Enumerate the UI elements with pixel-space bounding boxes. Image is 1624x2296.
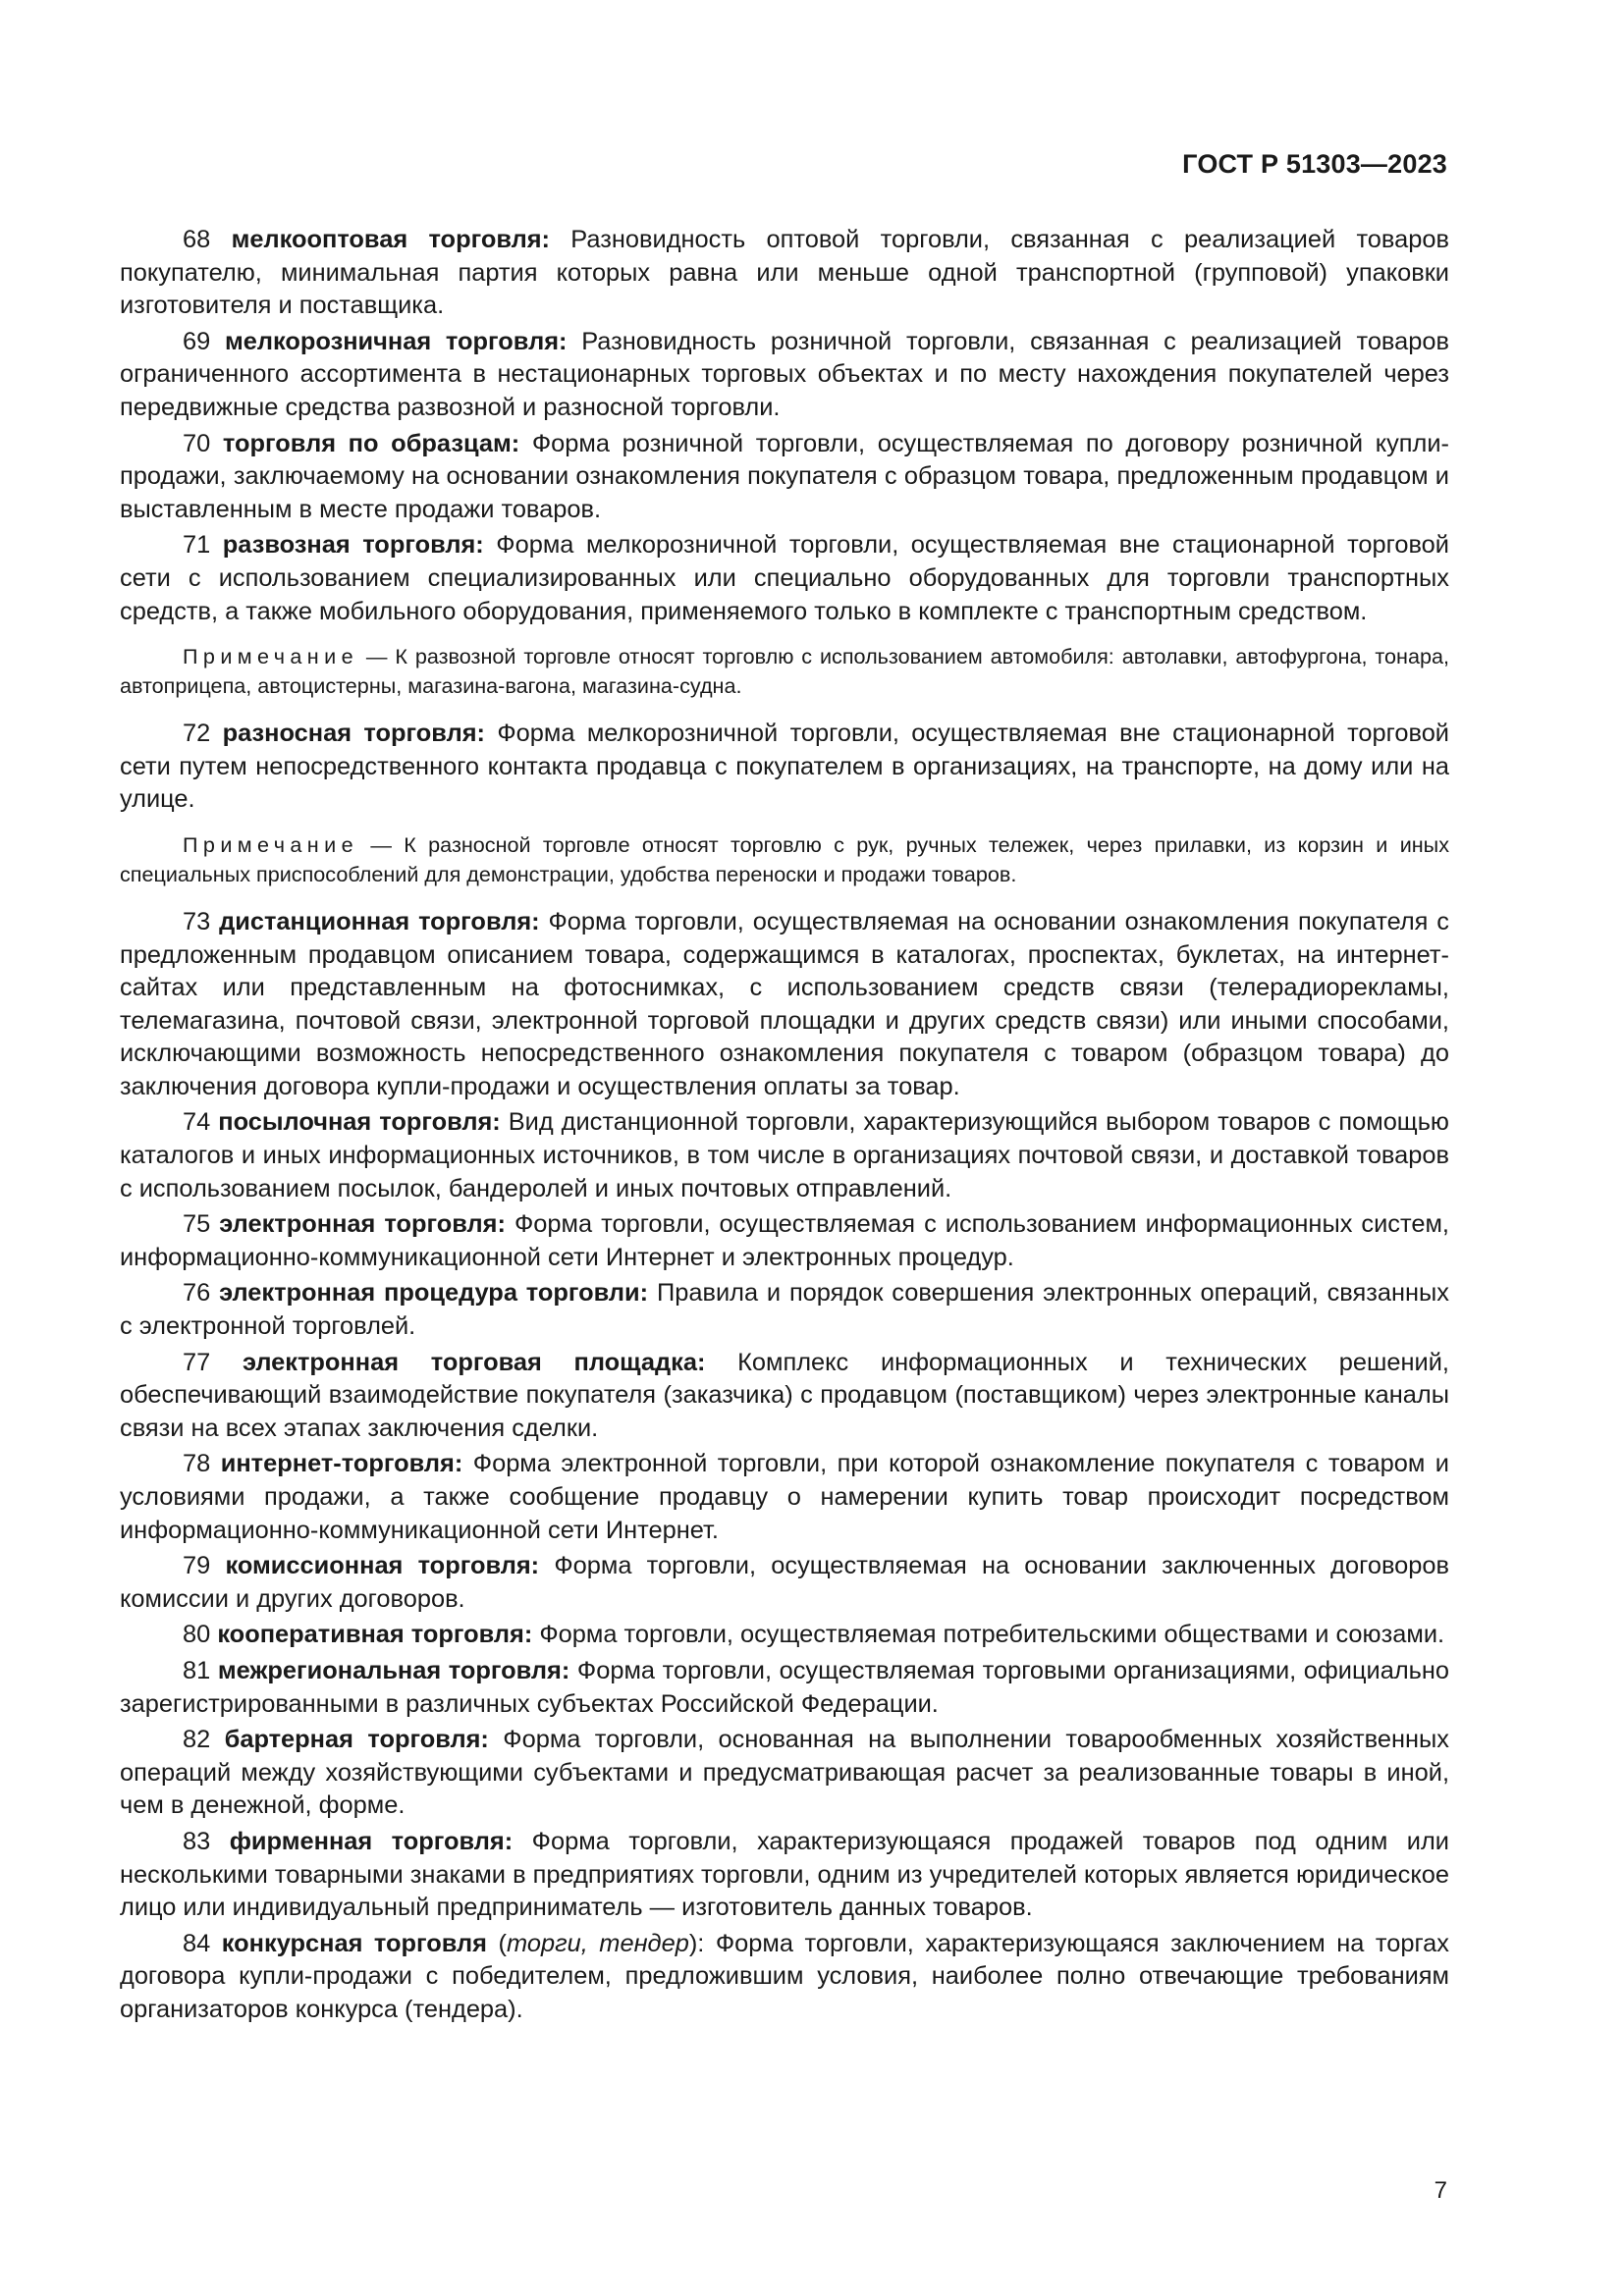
note-label: Примечание [183, 644, 358, 669]
term-name: электронная торговая площадка: [242, 1348, 706, 1376]
term-number: 83 [183, 1827, 211, 1855]
terms-list [120, 224, 1449, 2030]
term-number: 81 [183, 1656, 211, 1684]
note-text: — К разносной торговле относят торговлю с рук, ручных тележек, через прилавки, из корзин и иных специальных приспособлений для демонстрации, удобства переноски и продажи товаров. [120, 831, 1449, 886]
term-definition: ): Форма торговли, характеризующаяся заключением на торгах договора купли-продажи с победителем, предложившим условия, наиболее полно отвечающие требованиям организаторов конкурса (тендера). [120, 1929, 1449, 2023]
term-72 [120, 718, 1449, 817]
term-name: разносная торговля: [222, 720, 485, 748]
term-number: 79 [183, 1552, 211, 1580]
term-79 [120, 1550, 1449, 1616]
term-number: 75 [183, 1210, 211, 1239]
term-name: электронная процедура торговли: [219, 1279, 649, 1308]
term-number: 84 [183, 1929, 211, 1957]
term-number: 76 [183, 1279, 211, 1308]
term-number: 73 [183, 907, 211, 935]
term-74 [120, 1106, 1449, 1205]
page-number: 7 [1434, 2177, 1447, 2204]
term-number: 78 [183, 1450, 211, 1478]
term-name: конкурсная торговля [221, 1929, 487, 1957]
term-number: 72 [183, 720, 211, 748]
term-69 [120, 326, 1449, 425]
term-76 [120, 1277, 1449, 1343]
term-definition: Разновидность оптовой торговли, связанная с реализацией товаров покупателю, минимальная партия которых равна или меньше одной транспортной (групповой) упаковки изготовителя и поставщика. [120, 226, 1449, 320]
term-84 [120, 1928, 1449, 2027]
term-definition: Разновидность розничной торговли, связанная с реализацией товаров ограниченного ассортимента в нестационарных торговых объектах и по месту нахождения покупателей через передвижные средства развозной и разносной торговли. [120, 327, 1449, 421]
term-number: 82 [183, 1726, 211, 1754]
standard-designation: ГОСТ Р 51303—2023 [1182, 149, 1447, 179]
term-definition: Форма торговли, основанная на выполнении товарообменных хозяйственных операций между хозяйствующими субъектами и предусматривающая расчет за реализованные товары в иной, чем в денежной, форме. [120, 1726, 1449, 1820]
term-definition: Форма торговли, осуществляемая торговыми организациями, официально зарегистрированными в различных субъектах Российской Федерации. [120, 1656, 1450, 1718]
term-name: дистанционная торговля: [219, 907, 540, 935]
term-definition: Форма торговли, осуществляемая на основании ознакомления покупателя с предложенным продавцом описанием товара, содержащимся в каталогах, проспектах, буклетах, на интернет-сайтах или представленным на фотоснимках, с использованием средств связи (телерадиорекламы, телемагазина, почтовой связи, электронной торговой площадки и других средств связи) или иными способами, исключающими возможность непосредственного ознакомления покупателя с товаром (образцом товара) до заключения договора купли-продажи и осуществления оплаты за товар. [120, 907, 1449, 1100]
term-paren-open: ( [487, 1929, 507, 1957]
term-71 [120, 529, 1449, 628]
term-number: 70 [183, 429, 211, 457]
term-name: мелкорозничная торговля: [225, 327, 568, 355]
term-75 [120, 1208, 1449, 1274]
term-definition: Форма мелкорозничной торговли, осуществляемая вне стационарной торговой сети с использованием специализированных или специально оборудованных для торговли транспортных средств, а также мобильного оборудования, применяемого только в комплекте с транспортным средством. [120, 531, 1449, 625]
term-78 [120, 1448, 1449, 1547]
term-77 [120, 1347, 1449, 1446]
term-70 [120, 428, 1449, 527]
term-number: 71 [183, 531, 211, 560]
term-68 [120, 224, 1449, 323]
term-name: межрегиональная торговля: [217, 1656, 570, 1684]
term-name: интернет-торговля: [220, 1450, 463, 1478]
term-definition: Правила и порядок совершения электронных операций, связанных с электронной торговлей. [120, 1279, 1449, 1341]
term-name: электронная торговля: [219, 1210, 506, 1239]
term-synonyms: торги, тендер [506, 1929, 689, 1957]
term-name: бартерная торговля: [224, 1726, 489, 1754]
term-81 [120, 1655, 1449, 1721]
note-72 [120, 830, 1449, 889]
term-82 [120, 1724, 1449, 1823]
term-73 [120, 906, 1449, 1104]
term-number: 68 [183, 226, 211, 253]
term-definition: Форма торговли, характеризующаяся продажей товаров под одним или несколькими товарными знаками в предприятиях торговли, одним из учредителей которых является юридическое лицо или индивидуальный предприниматель — изготовитель данных товаров. [120, 1827, 1449, 1922]
term-name: кооперативная торговля: [217, 1621, 533, 1649]
note-71 [120, 642, 1449, 701]
term-definition: Форма электронной торговли, при которой ознакомление покупателя с товаром и условиями продажи, а также сообщение продавцу о намерении купить товар происходит посредством информационно-коммуникационной сети Интернет. [120, 1450, 1449, 1544]
term-name: мелкооптовая торговля: [231, 226, 550, 253]
term-83 [120, 1826, 1449, 1925]
term-number: 74 [183, 1108, 211, 1137]
term-name: комиссионная торговля: [225, 1552, 540, 1580]
term-number: 77 [183, 1348, 211, 1376]
term-definition: Форма торговли, осуществляемая с использованием информационных систем, информационно-коммуникационной сети Интернет и электронных процедур. [120, 1210, 1449, 1271]
term-name: развозная торговля: [222, 531, 484, 560]
term-definition: Форма мелкорозничной торговли, осуществляемая вне стационарной торговой сети путем непосредственного контакта продавца с покупателем в организациях, на транспорте, на дому или на улице. [120, 720, 1449, 814]
term-definition: Форма торговли, осуществляемая на основании заключенных договоров комиссии и других договоров. [120, 1552, 1449, 1613]
term-name: посылочная торговля: [218, 1108, 501, 1137]
term-80 [120, 1619, 1449, 1652]
term-name: фирменная торговля: [229, 1827, 514, 1855]
term-name: торговля по образцам: [222, 429, 520, 457]
note-text: — К развозной торговле относят торговлю с использованием автомобиля: автолавки, автофургона, тонара, автоприцепа, автоцистерны, магазина-вагона, магазина-судна. [120, 644, 1449, 699]
term-number: 80 [183, 1621, 211, 1649]
note-label: Примечание [183, 831, 358, 857]
term-definition: Форма розничной торговли, осуществляемая по договору розничной купли-продажи, заключаемому на основании ознакомления покупателя с образцом товара, предложенным продавцом и выставленным в месте продажи товаров. [120, 429, 1449, 523]
term-definition: Форма торговли, осуществляемая потребительскими обществами и союзами. [532, 1621, 1445, 1649]
term-definition: Комплекс информационных и технических решений, обеспечивающий взаимодействие покупателя (заказчика) с продавцом (поставщиком) через электронные каналы связи на всех этапах заключения сделки. [120, 1348, 1449, 1442]
term-number: 69 [183, 327, 211, 355]
term-definition: Вид дистанционной торговли, характеризующийся выбором товаров с помощью каталогов и иных информационных источников, в том числе в организациях почтовой связи, и доставкой товаров с использованием посылок, бандеролей и иных почтовых отправлений. [120, 1108, 1449, 1202]
